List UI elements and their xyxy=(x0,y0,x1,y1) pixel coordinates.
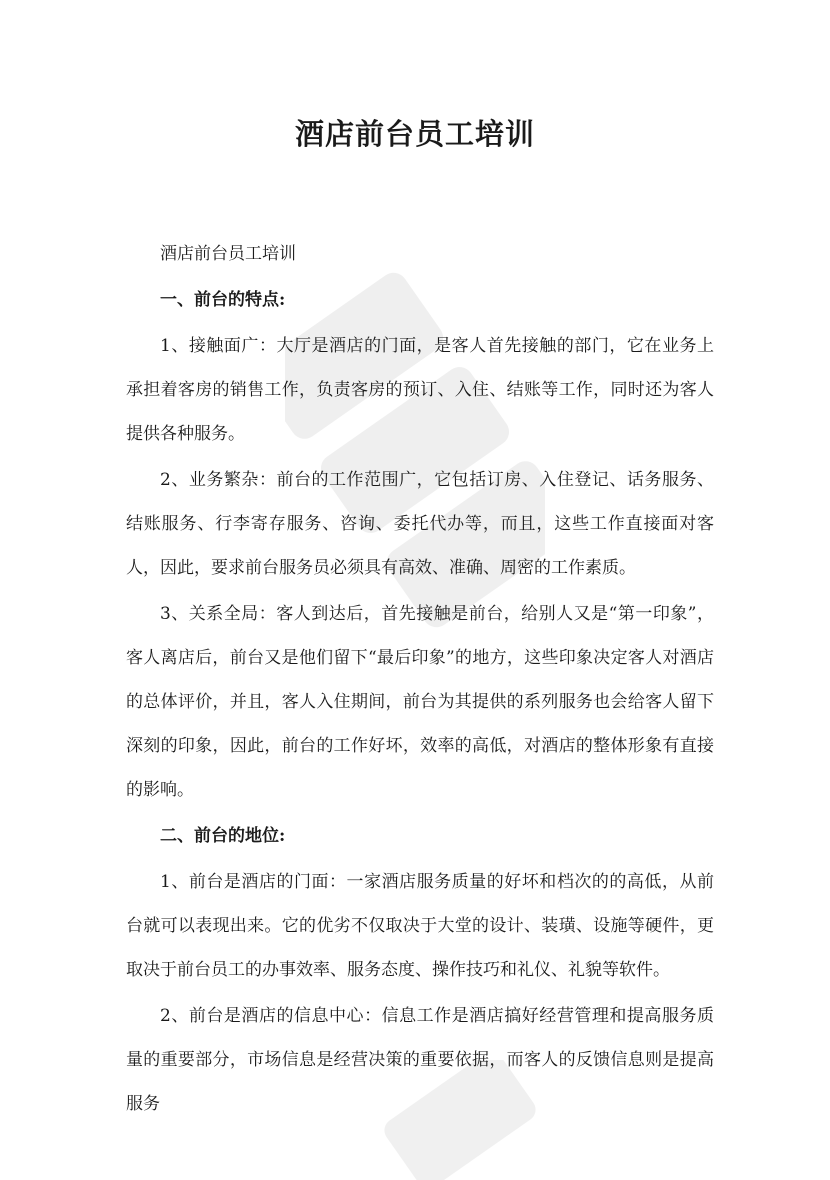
section-2-paragraph-2: 2、前台是酒店的信息中心：信息工作是酒店搞好经营管理和提高服务质量的重要部分，市场信息是经营决策的重要依据，而客人的反馈信息则是提高服务 xyxy=(126,1006,714,1114)
section-1-paragraph-1: 1、接触面广：大厅是酒店的门面，是客人首先接触的部门，它在业务上承担着客房的销售工作，负责客房的预订、入住、结账等工作，同时还为客人提供各种服务。 xyxy=(126,336,714,444)
section-1-paragraph-3: 3、关系全局：客人到达后，首先接触是前台，给别人又是“第一印象”，客人离店后，前台又是他们留下“最后印象”的地方，这些印象决定客人对酒店的总体评价，并且，客人入住期间，前台为其提供的系列服务也会给客人留下深刻的印象，因此，前台的工作好坏，效率的高低，对酒店的整体形象有直接的影响。 xyxy=(126,604,714,800)
section-2-paragraph-1: 1、前台是酒店的门面：一家酒店服务质量的好坏和档次的的高低，从前台就可以表现出来。它的优劣不仅取决于大堂的设计、装璜、设施等硬件，更取决于前台员工的办事效率、服务态度、操作技巧和礼仪、礼貌等软件。 xyxy=(126,872,714,980)
document-body xyxy=(126,232,714,1128)
section-2-heading: 二、前台的地位: xyxy=(160,826,286,846)
document-title: 酒店前台员工培训 xyxy=(294,117,535,151)
section-1-heading: 一、前台的特点: xyxy=(160,290,286,310)
subtitle: 酒店前台员工培训 xyxy=(160,244,296,264)
section-1-paragraph-2: 2、业务繁杂：前台的工作范围广，它包括订房、入住登记、话务服务、结账服务、行李寄存服务、咨询、委托代办等，而且，这些工作直接面对客人，因此，要求前台服务员必须具有高效、准确、周密的工作素质。 xyxy=(126,470,714,578)
